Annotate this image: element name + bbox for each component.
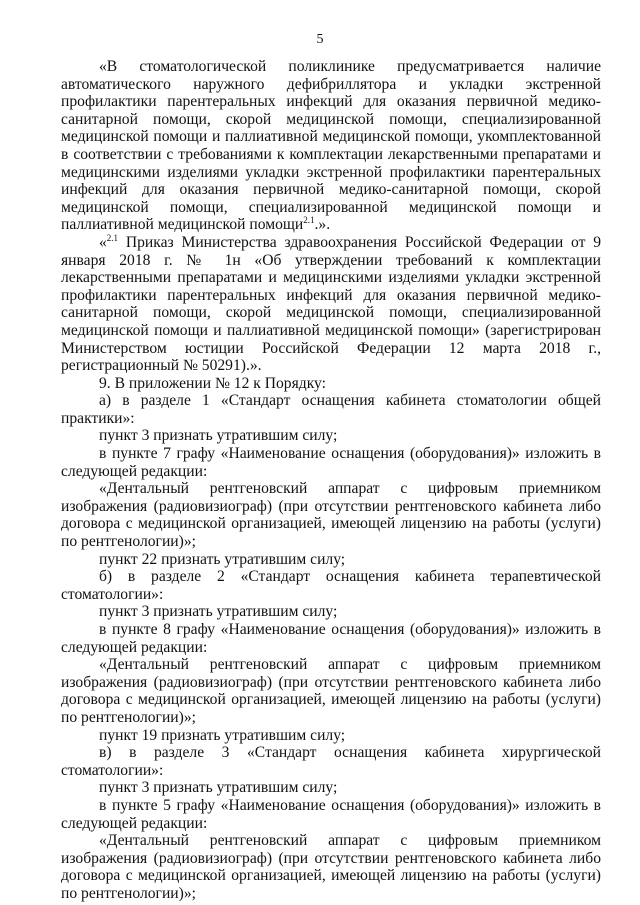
paragraph-point-3-void-b: пункт 3 признать утратившим силу; bbox=[99, 603, 338, 621]
paragraph-subitem-a: а) в разделе 1 «Стандарт оснащения кабинета стоматологии общей практики»: bbox=[61, 392, 601, 427]
paragraph-dental-clinic-equipment: «В стоматологической поликлинике предусматривается наличие автоматического наружного дефибриллятора и укладки экстренной профилактики парентеральных инфекций для оказания первичной медико-санитарной помощи, скорой медицинской помощи, специализированной медицинской помощи и паллиативной медицинской помощи, укомплектованной в соответствии с требованиями к комплектации лекарственными препаратами и медицинскими изделиями укладки экстренной профилактики парентеральных инфекций для оказания первичной медико-санитарной помощи, скорой медицинской помощи, специализированной медицинской помощи и паллиативной медицинской помощи$^{2.1}$.». bbox=[61, 58, 601, 234]
paragraph-point-7-amend: в пункте 7 графу «Наименование оснащения (оборудования)» изложить в следующей редакции: bbox=[61, 445, 601, 480]
page-number: 5 bbox=[316, 32, 324, 47]
paragraph-point-3-void: пункт 3 признать утратившим силу; bbox=[99, 427, 338, 445]
paragraph-point-8-amend: в пункте 8 графу «Наименование оснащения (оборудования)» изложить в следующей редакции: bbox=[61, 621, 601, 656]
paragraph-point-19-void: пункт 19 признать утратившим силу; bbox=[99, 726, 346, 744]
footnote-marker: 2.1 bbox=[106, 232, 119, 243]
paragraph-point-5-amend: в пункте 5 графу «Наименование оснащения (оборудования)» изложить в следующей редакции: bbox=[61, 796, 601, 832]
footnote-order-reference: «$^{2.1}$ Приказ Министерства здравоохранения Российской Федерации от 9 января 2018 г. № 1н «Об утверждении требований к комплектации лекарственными препаратами и медицинскими изделиями укладки экстренной профилактики парентеральных инфекций для оказания первичной медико-санитарной помощи, скорой медицинской помощи, специализированной медицинской помощи и паллиативной медицинской помощи» (зарегистрирован Министерством юстиции Российской Федерации 12 марта 2018 г., регистрационный № 50291).». bbox=[61, 232, 601, 375]
paragraph-point-22-void: пункт 22 признать утратившим силу; bbox=[99, 550, 346, 568]
paragraph-xray-text-3: «Дентальный рентгеновский аппарат с цифровым приемником изображения (радиовизиограф) (при отсутствии рентгеновского кабинета либо договора с медицинской организацией, имеющей лицензию на работы (услуги) по рентгенологии)»; bbox=[61, 832, 601, 902]
paragraph-xray-text-1: «Дентальный рентгеновский аппарат с цифровым приемником изображения (радиовизиограф) (при отсутствии рентгеновского кабинета либо договора с медицинской организацией, имеющей лицензию на работы (услуги) по рентгенологии)»; bbox=[61, 480, 601, 551]
paragraph-xray-text-2: «Дентальный рентгеновский аппарат с цифровым приемником изображения (радиовизиограф) (при отсутствии рентгеновского кабинета либо договора с медицинской организацией, имеющей лицензию на работы (услуги) по рентгенологии)»; bbox=[61, 656, 601, 726]
footnote-marker: 2.1 bbox=[303, 215, 315, 226]
paragraph-point-3-void-v: пункт 3 признать утратившим силу; bbox=[99, 779, 338, 797]
paragraph-subitem-v: в) в разделе 3 «Стандарт оснащения кабинета хирургической стоматологии»: bbox=[61, 744, 601, 779]
paragraph-subitem-b: б) в разделе 2 «Стандарт оснащения кабинета терапевтической стоматологии»: bbox=[61, 568, 601, 603]
document-body bbox=[61, 58, 601, 903]
paragraph-item-9: 9. В приложении № 12 к Порядку: bbox=[99, 374, 326, 392]
